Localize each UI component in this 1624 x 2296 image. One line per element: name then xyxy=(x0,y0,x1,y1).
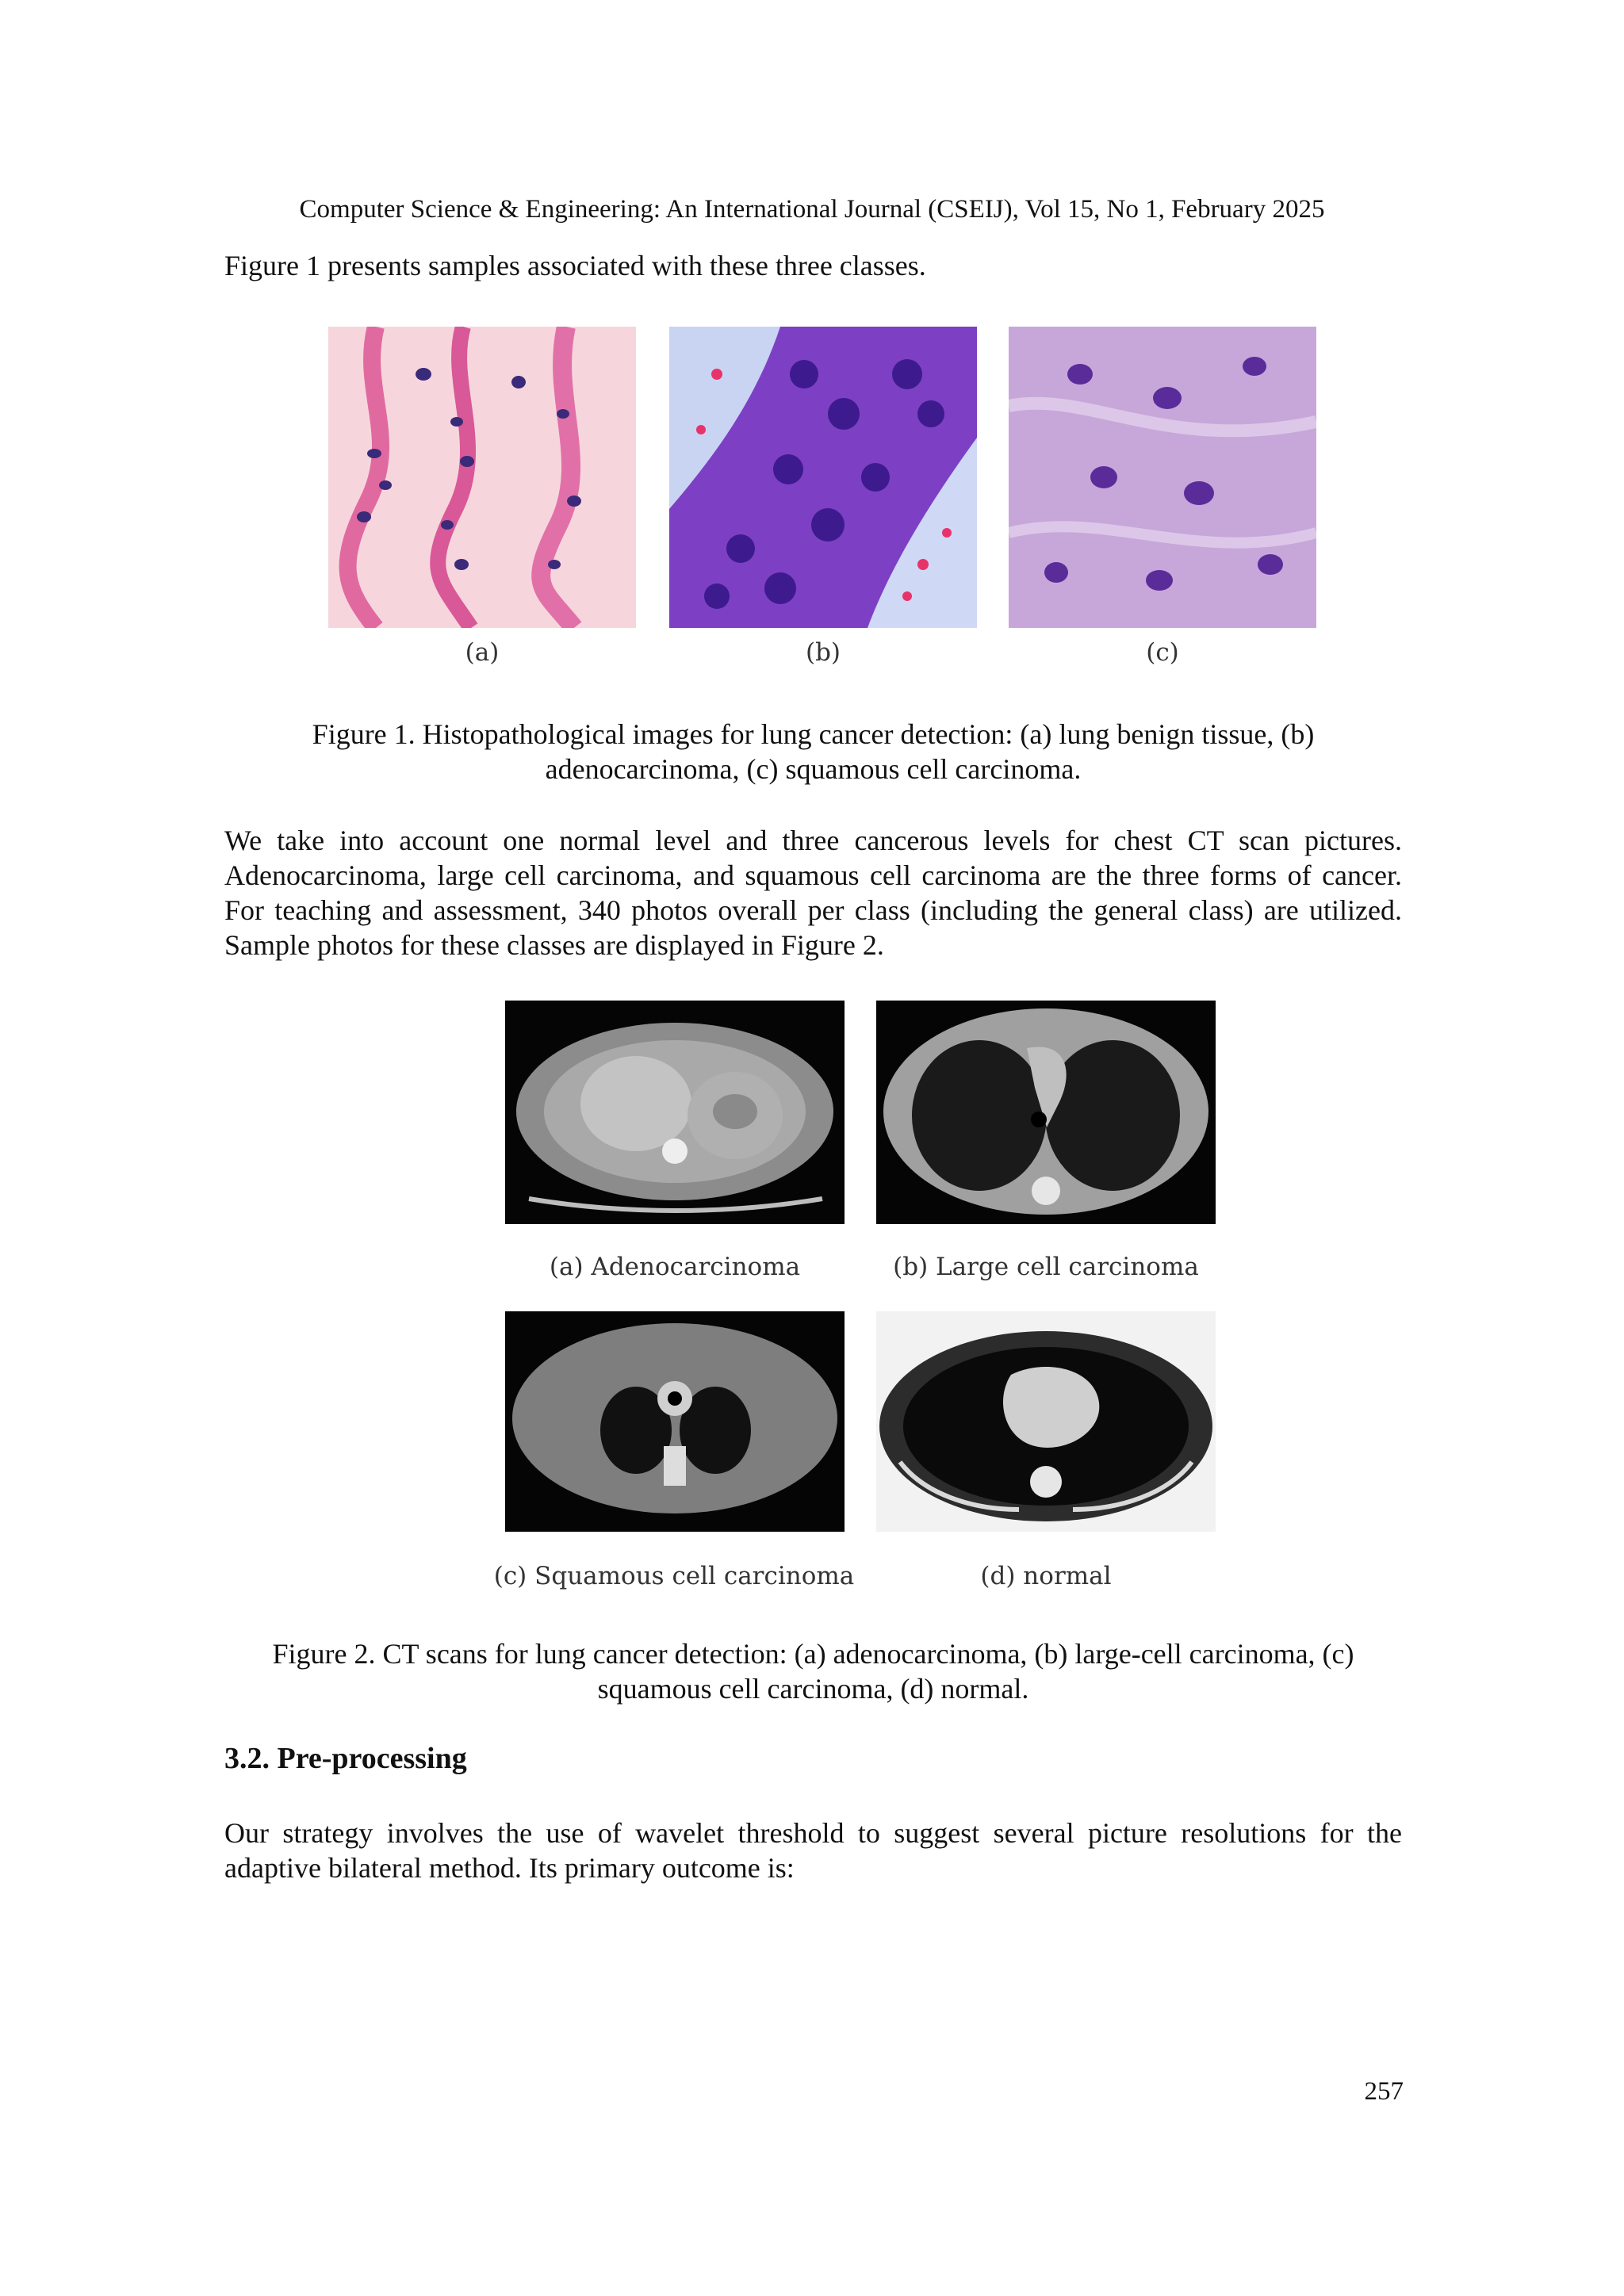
figure-1-caption-line-1: Figure 1. Histopathological images for lung cancer detection: (a) lung benign tissue, (b) xyxy=(312,718,1315,750)
paragraph-ct-classes: We take into account one normal level and three cancerous levels for chest CT scan pictures. Adenocarcinoma, large cell carcinoma, and squamous cell carcinoma are the three forms of cancer. For teaching and assessment, 340 photos overall per class (including the general class) are utilized. Sample photos for these classes are displayed in Figure 2. xyxy=(224,825,1402,961)
histology-image-benign xyxy=(328,327,636,628)
page-number: 257 xyxy=(1364,2077,1404,2106)
figure-2-caption-line-1: Figure 2. CT scans for lung cancer detection: (a) adenocarcinoma, (b) large-cell carcinoma, (c) xyxy=(272,1638,1354,1670)
running-header: Computer Science & Engineering: An International Journal (CSEIJ), Vol 15, No 1, February 2025 xyxy=(299,195,1325,224)
histology-image-squamous xyxy=(1009,327,1316,628)
ct-scan-squamous-cell-carcinoma xyxy=(505,1311,845,1532)
figure-2 xyxy=(488,1001,1217,1603)
figure-1-label-c: (c) xyxy=(1146,638,1179,667)
intro-sentence: Figure 1 presents samples associated with these three classes. xyxy=(224,250,926,281)
histology-image-adenocarcinoma xyxy=(669,327,977,628)
figure-1-label-b: (b) xyxy=(805,638,841,667)
figure-2-caption-line-2: squamous cell carcinoma, (d) normal. xyxy=(597,1673,1029,1705)
figure-2-caption xyxy=(224,1636,1402,1706)
figure-2-label-d: (d) normal xyxy=(980,1562,1112,1590)
figure-1-caption xyxy=(224,717,1402,786)
figure-1 xyxy=(311,317,1318,682)
figure-2-label-c: (c) Squamous cell carcinoma xyxy=(493,1562,855,1590)
figure-1-label-a: (a) xyxy=(465,638,500,667)
figure-1-caption-line-2: adenocarcinoma, (c) squamous cell carcinoma. xyxy=(545,753,1082,785)
section-heading: 3.2. Pre-processing xyxy=(224,1742,467,1775)
figure-2-label-a: (a) Adenocarcinoma xyxy=(549,1253,801,1281)
ct-scan-adenocarcinoma xyxy=(505,1001,845,1224)
ct-scan-large-cell-carcinoma xyxy=(876,1001,1216,1224)
figure-2-label-b: (b) Large cell carcinoma xyxy=(893,1253,1199,1281)
paragraph-pre-processing: Our strategy involves the use of wavelet threshold to suggest several picture resolutions for the adaptive bilateral method. Its primary outcome is: xyxy=(224,1817,1402,1884)
ct-scan-normal xyxy=(876,1311,1216,1532)
